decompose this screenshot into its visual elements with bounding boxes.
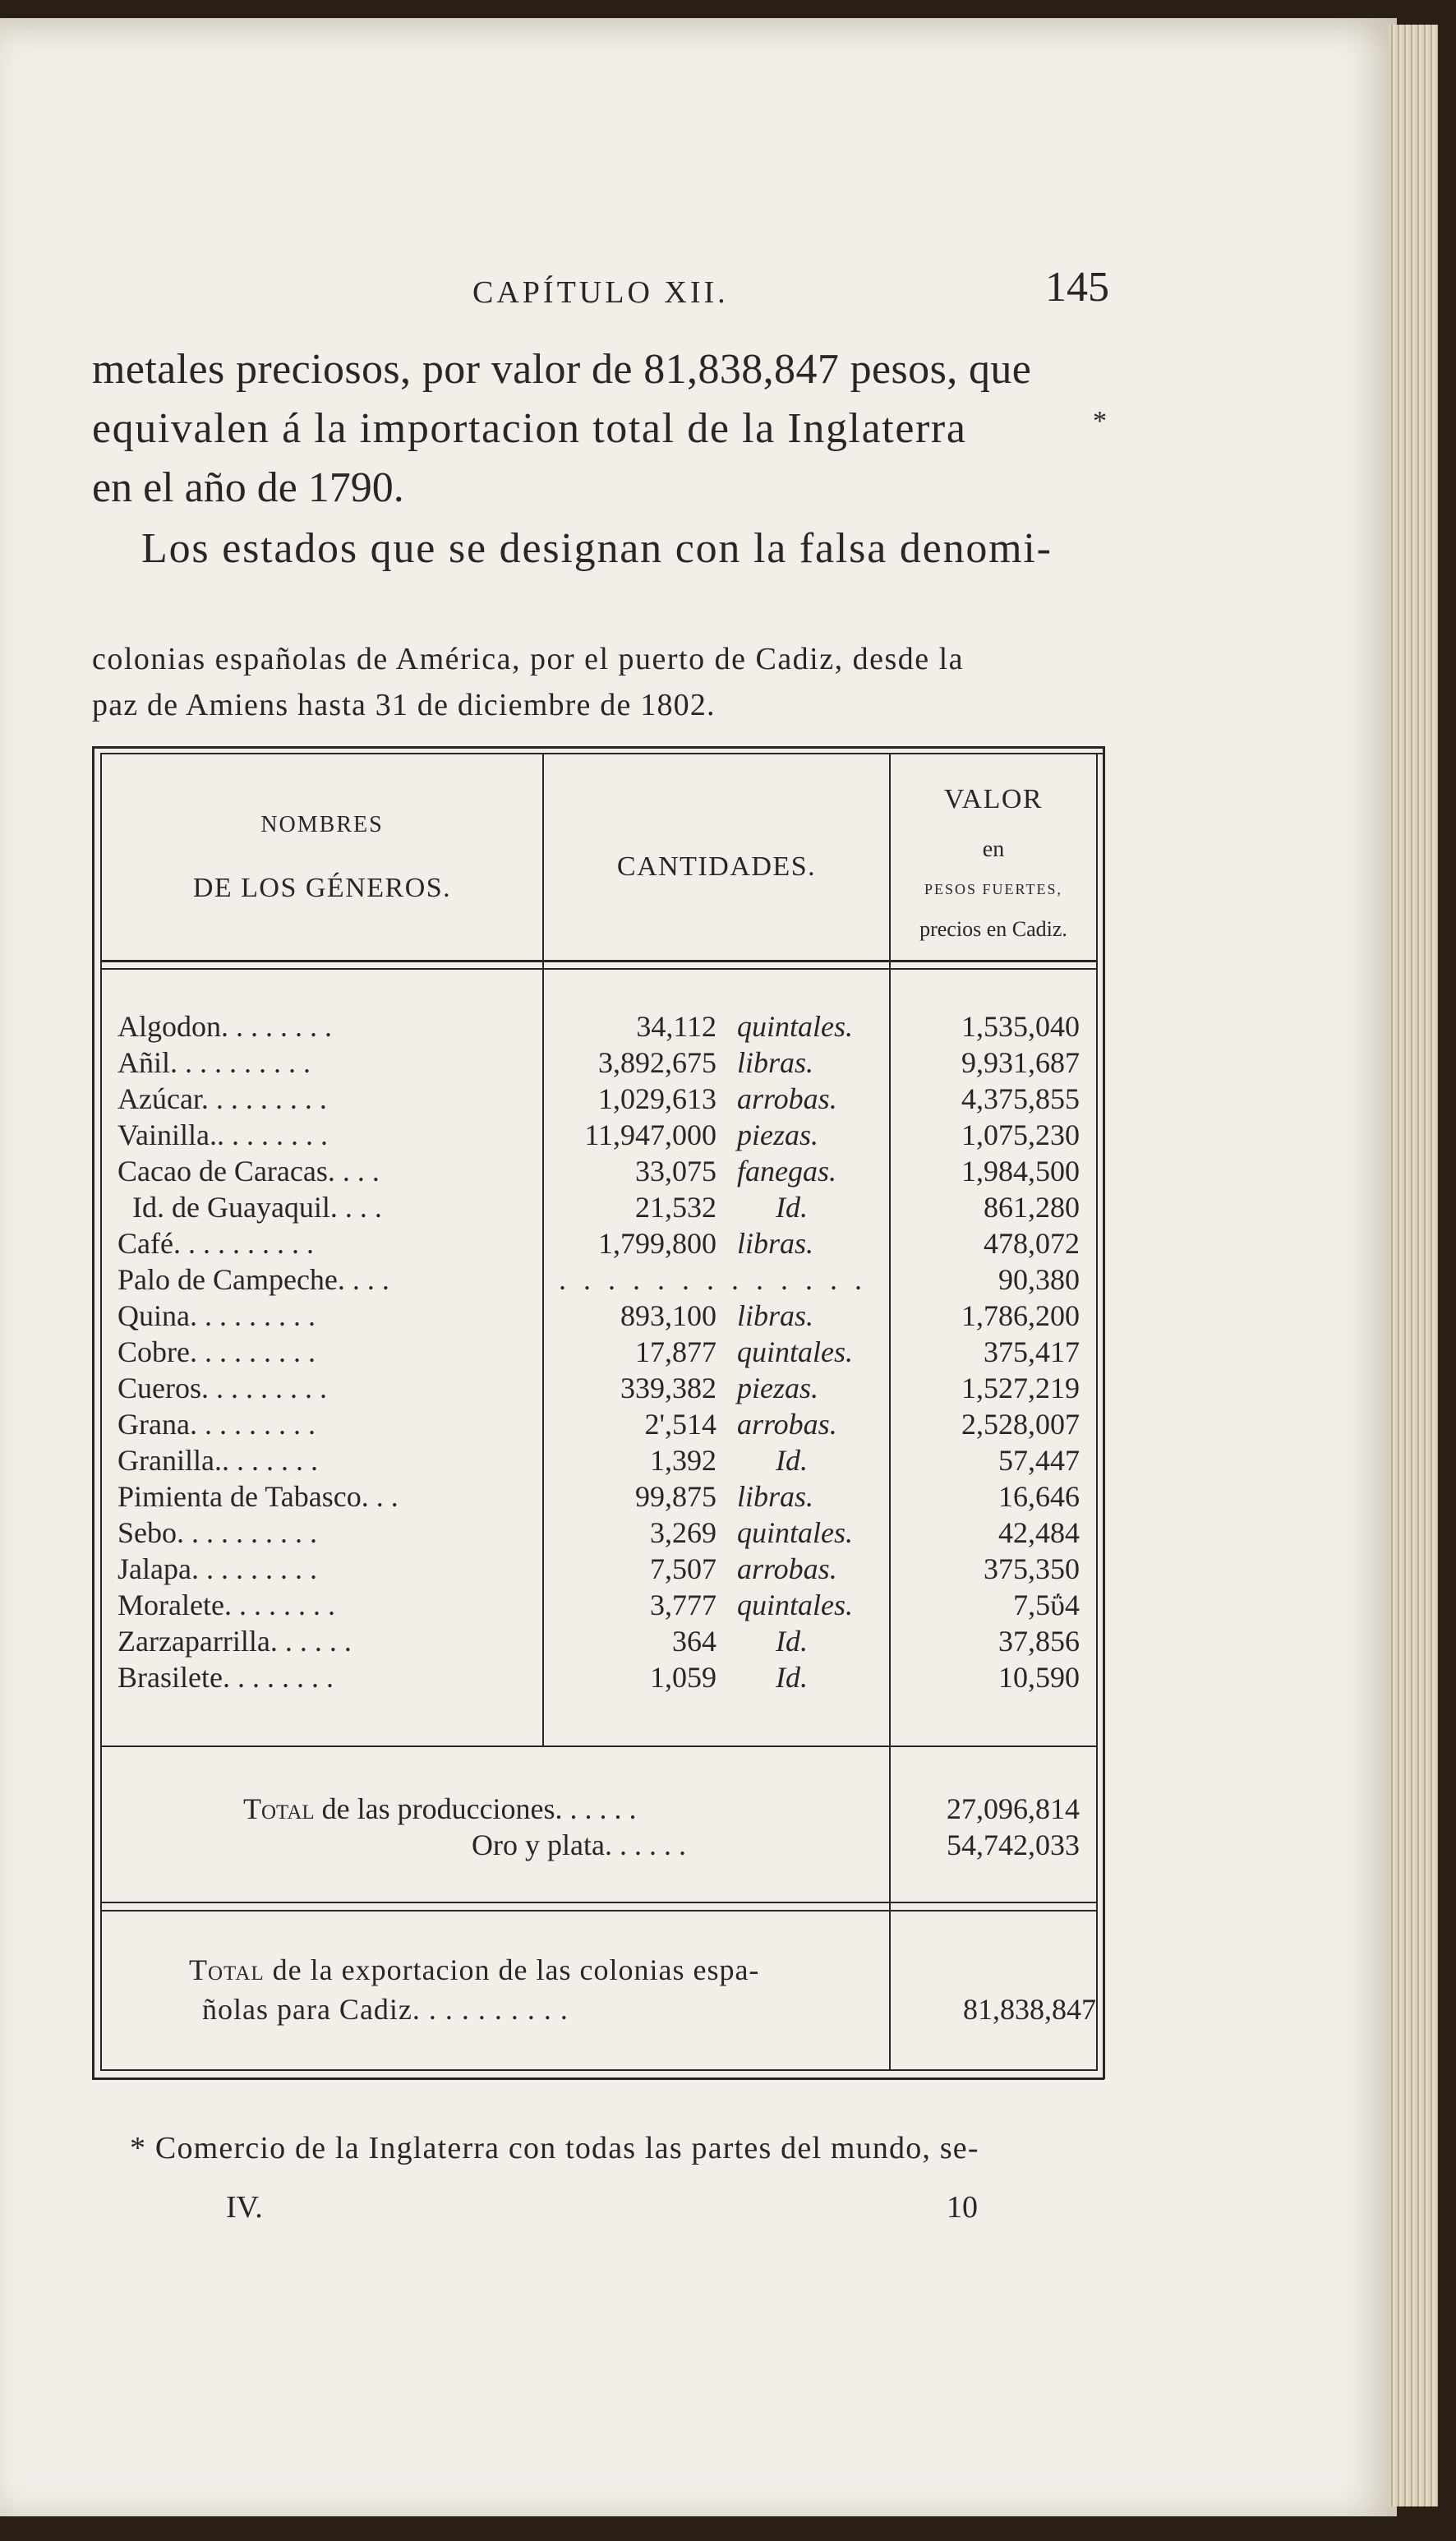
row-name: Café. . . . . . . . . . (117, 1227, 314, 1260)
table-row (0, 1009, 1456, 1045)
row-name: Sebo. . . . . . . . . . (117, 1516, 317, 1549)
table-row (0, 1515, 1456, 1552)
row-unit: quintales. (737, 1589, 853, 1621)
row-value: 16,646 (998, 1480, 1080, 1513)
row-value: 57,447 (998, 1444, 1080, 1477)
row-name: Añil. . . . . . . . . . (117, 1046, 311, 1079)
header-names-line2: DE LOS GÉNEROS. (192, 873, 452, 903)
row-unit: libras. (737, 1299, 814, 1332)
row-name: Quina. . . . . . . . . (117, 1299, 316, 1332)
row-name: Pimienta de Tabasco. . . (117, 1480, 399, 1513)
row-value: 478,072 (984, 1227, 1080, 1260)
row-unit: arrobas. (737, 1082, 837, 1115)
total-productions-text: de las producciones. . . . . . (321, 1792, 637, 1825)
total-word: Total (243, 1792, 315, 1825)
row-quantity: 3,777 (650, 1589, 716, 1621)
row-quantity: 1,799,800 (598, 1227, 716, 1260)
row-quantity: 7,507 (650, 1552, 716, 1585)
row-quantity: 339,382 (620, 1372, 716, 1404)
row-name: Id. de Guayaquil. . . . (132, 1191, 382, 1224)
row-quantity: 364 (672, 1625, 716, 1658)
table-caption-line-1: colonias españolas de América, por el puerto de Cadiz, desde la (92, 642, 965, 676)
row-name: Zarzaparrilla. . . . . . (117, 1625, 352, 1658)
row-name: Granilla.. . . . . . . (117, 1444, 318, 1477)
row-unit: Id. (776, 1661, 808, 1694)
table-row (0, 1154, 1456, 1190)
header-value-line3: PESOS FUERTES, (924, 881, 1062, 897)
export-total-word: Total (189, 1953, 265, 1986)
table-row (0, 1298, 1456, 1335)
row-name: Cobre. . . . . . . . . (117, 1335, 316, 1368)
header-names-line1: NOMBRES (260, 812, 384, 837)
row-quantity: 99,875 (635, 1480, 716, 1513)
row-unit: quintales. (737, 1335, 853, 1368)
row-quantity: 3,269 (650, 1516, 716, 1549)
row-value: 42,484 (998, 1516, 1080, 1549)
row-unit: Id. (776, 1444, 808, 1477)
row-unit: arrobas. (737, 1552, 837, 1585)
row-unit: piezas. (737, 1372, 818, 1404)
row-value: 1,527,219 (961, 1372, 1080, 1404)
row-name: Brasilete. . . . . . . . (117, 1661, 334, 1694)
row-name: Cacao de Caracas. . . . (117, 1155, 380, 1187)
table-row (0, 1081, 1456, 1118)
row-value: 375,417 (984, 1335, 1080, 1368)
row-unit: fanegas. (737, 1155, 836, 1187)
header-rule-2 (100, 968, 1096, 970)
row-value: 1,075,230 (961, 1118, 1080, 1151)
row-name: Vainilla.. . . . . . . . (117, 1118, 328, 1151)
row-quantity: 17,877 (635, 1335, 716, 1368)
header-value-line4: precios en Cadiz. (919, 917, 1067, 941)
row-quantity: 33,075 (635, 1155, 716, 1187)
table-row (0, 1479, 1456, 1515)
export-rule-1 (100, 1902, 1096, 1903)
table-caption-line-2: paz de Amiens hasta 31 de diciembre de 1802. (92, 688, 716, 722)
export-label-text: de la exportacion de las colonias espa- (272, 1953, 760, 1986)
table-row (0, 1588, 1456, 1624)
header-value-line1: VALOR (943, 784, 1044, 814)
row-name: Cueros. . . . . . . . . (117, 1372, 327, 1404)
row-unit: Id. (776, 1625, 808, 1658)
row-value: 2,528,007 (961, 1408, 1080, 1441)
export-rule-2 (100, 1910, 1096, 1912)
row-empty-dots: . . . . . . . . . . . . . (559, 1263, 867, 1296)
row-value: 90,380 (998, 1263, 1080, 1296)
row-quantity: 11,947,000 (584, 1118, 716, 1151)
row-value: 861,280 (984, 1191, 1080, 1224)
row-value: 37,856 (998, 1625, 1080, 1658)
chapter-heading: CAPÍTULO XII. (472, 275, 729, 310)
table-row (0, 1660, 1456, 1696)
row-quantity: 893,100 (620, 1299, 716, 1332)
table-row (0, 1226, 1456, 1262)
table-row (0, 1407, 1456, 1443)
row-unit: quintales. (737, 1516, 853, 1549)
export-total-value: 81,838,847 (963, 1993, 1096, 2026)
row-unit: Id. (776, 1191, 808, 1224)
totals-rule-top (100, 1745, 1096, 1747)
row-unit: libras. (737, 1046, 814, 1079)
row-quantity: 2',514 (644, 1408, 716, 1441)
gold-silver-value: 54,742,033 (947, 1829, 1080, 1861)
signature-mark: IV. (226, 2190, 263, 2225)
row-unit: arrobas. (737, 1408, 837, 1441)
row-value: 9,931,687 (961, 1046, 1080, 1079)
footnote-text: * Comercio de la Inglaterra con todas las partes del mundo, se- (130, 2131, 979, 2165)
row-quantity: 1,059 (650, 1661, 716, 1694)
header-rule-1 (100, 960, 1096, 962)
row-quantity: 34,112 (636, 1010, 716, 1043)
page-number: 145 (1045, 264, 1109, 311)
row-value: 1,786,200 (961, 1299, 1080, 1332)
row-name: Palo de Campeche. . . . (117, 1263, 389, 1296)
table-bottom-rule-outer (92, 2078, 1104, 2080)
table-row (0, 1118, 1456, 1154)
row-name: Moralete. . . . . . . . (117, 1589, 335, 1621)
table-row (0, 1371, 1456, 1407)
row-value: 10,590 (998, 1661, 1080, 1694)
export-label-line1 (189, 1953, 759, 1987)
paragraph-line-1: metales preciosos, por valor de 81,838,847 pesos, que (92, 346, 1032, 393)
table-row (0, 1443, 1456, 1479)
table-row (0, 1624, 1456, 1660)
row-value: 1,984,500 (961, 1155, 1080, 1187)
row-quantity: 1,392 (650, 1444, 716, 1477)
row-value: 4,375,855 (961, 1082, 1080, 1115)
row-name: Algodon. . . . . . . . (117, 1010, 332, 1043)
table-bottom-rule-inner (100, 2069, 1096, 2071)
paragraph-line-4: Los estados que se designan con la falsa denomi- (141, 525, 1053, 572)
paragraph-line-3: en el año de 1790. (92, 464, 404, 511)
row-quantity: 21,532 (635, 1191, 716, 1224)
row-unit: quintales. (737, 1010, 853, 1043)
table-row (0, 1045, 1456, 1081)
row-quantity: 3,892,675 (598, 1046, 716, 1079)
header-value-line2: en (982, 837, 1005, 862)
header-quantities: CANTIDADES. (616, 851, 817, 882)
row-unit: libras. (737, 1480, 814, 1513)
row-name: Jalapa. . . . . . . . . (117, 1552, 317, 1585)
gold-silver-label: Oro y plata. . . . . . (472, 1829, 686, 1861)
table-top-rule-inner (100, 753, 1104, 754)
total-productions-value: 27,096,814 (947, 1792, 1080, 1825)
row-name: Azúcar. . . . . . . . . (117, 1082, 327, 1115)
table-row (0, 1190, 1456, 1226)
signature-number: 10 (947, 2190, 978, 2225)
table-top-rule-outer (92, 746, 1104, 749)
row-value: 1,535,040 (961, 1010, 1080, 1043)
table-row (0, 1335, 1456, 1371)
export-label-line2: ñolas para Cadiz. . . . . . . . . . (202, 1993, 569, 2026)
row-value: 375,350 (984, 1552, 1080, 1585)
table-row (0, 1552, 1456, 1588)
row-unit: libras. (737, 1227, 814, 1260)
total-productions-label (243, 1792, 637, 1826)
table-row (0, 1262, 1456, 1298)
paragraph-line-2: equivalen á la importacion total de la Inglaterra (92, 405, 967, 452)
row-name: Grana. . . . . . . . . (117, 1408, 316, 1441)
footnote-marker: * (1093, 406, 1107, 436)
row-quantity: 1,029,613 (598, 1082, 716, 1115)
row-value: 7,5ΰ4 (1013, 1589, 1080, 1621)
row-unit: piezas. (737, 1118, 818, 1151)
